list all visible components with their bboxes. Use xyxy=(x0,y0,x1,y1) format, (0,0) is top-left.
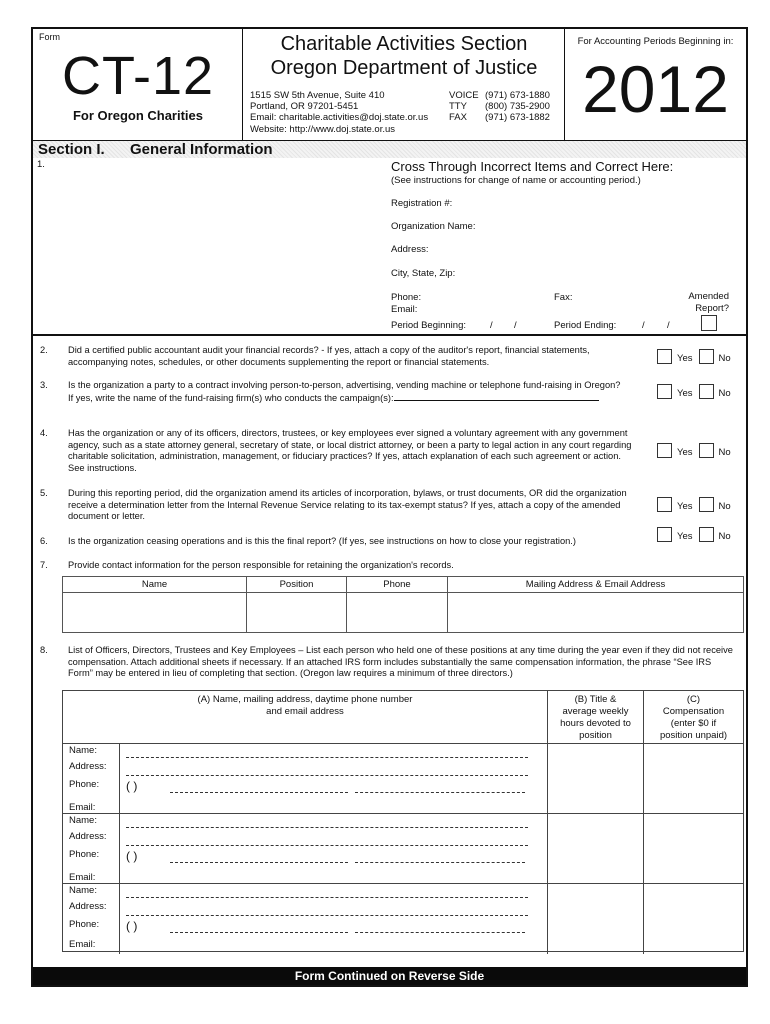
accounting-year: 2012 xyxy=(582,52,729,126)
question-number: 6. xyxy=(40,536,48,546)
col-phone: Phone xyxy=(347,577,448,593)
phone-line xyxy=(170,792,348,793)
date-separator: / xyxy=(667,320,670,331)
phone-field[interactable]: Phone: xyxy=(391,292,422,303)
agency-department-name: Oregon Department of Justice xyxy=(270,57,538,79)
cross-through-instructions: (See instructions for change of name or accounting period.) xyxy=(391,175,641,186)
officer-row xyxy=(63,814,743,884)
q6-yes-checkbox[interactable] xyxy=(657,527,672,542)
date-separator: / xyxy=(514,320,517,331)
address-field[interactable]: Address: xyxy=(391,244,429,255)
fundraiser-name-input[interactable] xyxy=(394,392,599,401)
contact-name-cell[interactable] xyxy=(63,593,247,633)
agency-block xyxy=(243,29,565,140)
officer-title-hours-cell[interactable] xyxy=(547,814,643,884)
fax-field[interactable]: Fax: xyxy=(554,292,573,303)
address-email: Email: charitable.activities@doj.state.or.us xyxy=(250,112,429,124)
form-continued-banner: Form Continued on Reverse Side xyxy=(33,967,746,985)
q2-yes-checkbox[interactable] xyxy=(657,349,672,364)
question-text: Provide contact information for the person responsible for retaining the organization's records. xyxy=(68,560,454,570)
question-2-answer: Yes No xyxy=(657,349,737,364)
name-line xyxy=(126,897,528,898)
area-code-parens: ( ) xyxy=(126,919,138,933)
officer-compensation-cell[interactable] xyxy=(643,744,743,814)
name-line xyxy=(126,757,528,758)
question-number: 8. xyxy=(40,645,48,655)
officer-row-labels: Name: Address: Phone: Email: xyxy=(63,884,120,954)
agency-contacts xyxy=(449,90,550,124)
officer-title-hours-cell[interactable] xyxy=(547,884,643,954)
contact-position-cell[interactable] xyxy=(247,593,347,633)
col-b-header: (B) Title & average weekly hours devoted to position xyxy=(547,691,643,744)
fundraiser-prompt: If yes, write the name of the fund-raising firm(s) who conducts the campaign(s): xyxy=(68,392,394,403)
area-code-parens: ( ) xyxy=(126,849,138,863)
section-heading-bar xyxy=(33,141,746,158)
email-field[interactable]: Email: xyxy=(391,304,418,315)
question-number: 5. xyxy=(40,488,48,498)
officer-title-hours-cell[interactable] xyxy=(547,744,643,814)
amended-report-checkbox[interactable] xyxy=(701,315,717,331)
question-5-answer: Yes No xyxy=(657,497,737,512)
contact-phone-cell[interactable] xyxy=(347,593,448,633)
date-separator: / xyxy=(490,320,493,331)
question-3-answer: Yes No xyxy=(657,384,737,399)
contact-address-cell[interactable] xyxy=(448,593,744,633)
question-text: Did a certified public accountant audit your financial records? - If yes, attach a copy of the auditor's report, financial statements, accompanying notes, schedules, or other documents supplementing the report or financial statements. xyxy=(68,345,590,367)
address-street: 1515 SW 5th Avenue, Suite 410 xyxy=(250,90,385,101)
officer-name-address-input[interactable] xyxy=(120,744,547,814)
question-text: Is the organization a party to a contract involving person-to-person, advertising, vending machine or telephone fund-raising in Oregon? If yes, write the name of the fund-raising firm(s) who conducts the campaign(s): xyxy=(68,380,621,403)
table-row xyxy=(63,593,744,633)
form-subtitle: For Oregon Charities xyxy=(72,108,204,123)
name-line xyxy=(126,827,528,828)
phone-line xyxy=(170,862,348,863)
date-separator: / xyxy=(642,320,645,331)
col-a-header: (A) Name, mailing address, daytime phone number and email address xyxy=(197,694,413,717)
q6-no-checkbox[interactable] xyxy=(699,527,714,542)
officers-table xyxy=(62,690,744,952)
officer-row xyxy=(63,744,743,814)
officer-row-labels: Name: Address: Phone: Email: xyxy=(63,744,120,814)
officer-row-labels: Name: Address: Phone: Email: xyxy=(63,814,120,884)
question-text: During this reporting period, did the organization amend its articles of incorporation, bylaws, or trust documents, OR did the organization receive a determination letter from the Internal Revenue Service relating to its tax-exempt status? If yes, attach a copy of the amended document or letter. xyxy=(68,488,627,521)
contact-tty: TTY (800) 735-2900 xyxy=(449,101,550,113)
accounting-year-block xyxy=(565,29,746,140)
address-line xyxy=(126,915,528,916)
col-name: Name xyxy=(63,577,247,593)
agency-section-name: Charitable Activities Section xyxy=(280,33,528,55)
agency-address xyxy=(250,90,428,135)
q5-no-checkbox[interactable] xyxy=(699,497,714,512)
accounting-period-label: For Accounting Periods Beginning in: xyxy=(577,36,734,47)
officer-compensation-cell[interactable] xyxy=(643,814,743,884)
officer-compensation-cell[interactable] xyxy=(643,884,743,954)
question-text: Is the organization ceasing operations and is this the final report? (If yes, see instructions on how to close your registration.) xyxy=(68,536,576,546)
q2-no-checkbox[interactable] xyxy=(699,349,714,364)
contact-voice: VOICE (971) 673-1880 xyxy=(449,90,550,101)
amended-report-label: Amended Report? xyxy=(688,291,729,314)
officer-name-address-input[interactable] xyxy=(120,884,547,954)
question-number: 4. xyxy=(40,428,48,438)
records-contact-table xyxy=(62,576,744,633)
email-line xyxy=(355,792,525,793)
officer-name-address-input[interactable] xyxy=(120,814,547,884)
address-city: Portland, OR 97201-5451 xyxy=(250,101,359,113)
table-header-row xyxy=(63,577,744,593)
question-text: Has the organization or any of its officers, directors, trustees, or key employees ever signed a voluntary agreement with any government agency, such as a state attorney general, secretary of state, or local district attorney, or been a party to legal action in any court regarding charitable solicitation, administration, management, or fiduciary practices? If yes, attach explanation of each such agreement or action. See instructions. xyxy=(68,428,632,473)
q3-yes-checkbox[interactable] xyxy=(657,384,672,399)
city-state-zip-field[interactable]: City, State, Zip: xyxy=(391,268,456,279)
email-line xyxy=(355,932,525,933)
phone-line xyxy=(170,932,348,933)
question-6-answer: Yes No xyxy=(657,527,737,542)
q5-yes-checkbox[interactable] xyxy=(657,497,672,512)
item-number-1: 1. xyxy=(37,159,45,170)
section-number: Section I. xyxy=(38,141,105,158)
officers-table-header xyxy=(63,691,743,744)
area-code-parens: ( ) xyxy=(126,779,138,793)
period-ending-field[interactable]: Period Ending: xyxy=(554,320,617,331)
form-label: Form xyxy=(39,32,60,42)
registration-field[interactable]: Registration #: xyxy=(391,198,453,209)
general-information-block xyxy=(33,158,746,336)
ct12-form xyxy=(31,27,748,987)
q3-no-checkbox[interactable] xyxy=(699,384,714,399)
col-position: Position xyxy=(247,577,347,593)
q4-no-checkbox[interactable] xyxy=(699,443,714,458)
address-line xyxy=(126,845,528,846)
address-line xyxy=(126,775,528,776)
section-name: General Information xyxy=(130,141,273,158)
q4-yes-checkbox[interactable] xyxy=(657,443,672,458)
col-mailing-address: Mailing Address & Email Address xyxy=(448,577,744,593)
officer-row xyxy=(63,884,743,953)
form-number: CT-12 xyxy=(61,46,215,106)
organization-name-field[interactable]: Organization Name: xyxy=(391,221,476,232)
period-beginning-field[interactable]: Period Beginning: xyxy=(391,320,466,331)
col-c-header: (C) Compensation (enter $0 if position unpaid) xyxy=(643,691,743,744)
question-number: 7. xyxy=(40,560,48,570)
form-header xyxy=(33,29,746,141)
question-4-answer: Yes No xyxy=(657,443,737,458)
question-text: List of Officers, Directors, Trustees and Key Employees – List each person who held one of these positions at any time during the year even if they did not receive compensation. Attach additional sheets if necessary. If an attached IRS form includes substantially the same compensation information, the phrase “See IRS Form” may be entered in lieu of completing that section. (Oregon law requires a minimum of three directors.) xyxy=(68,645,733,678)
contact-fax: FAX (971) 673-1882 xyxy=(449,112,550,124)
form-id-block xyxy=(33,29,243,140)
cross-through-heading: Cross Through Incorrect Items and Correct Here: xyxy=(391,159,674,174)
question-number: 3. xyxy=(40,380,48,390)
address-website: Website: http://www.doj.state.or.us xyxy=(250,123,396,135)
question-number: 2. xyxy=(40,345,48,355)
email-line xyxy=(355,862,525,863)
